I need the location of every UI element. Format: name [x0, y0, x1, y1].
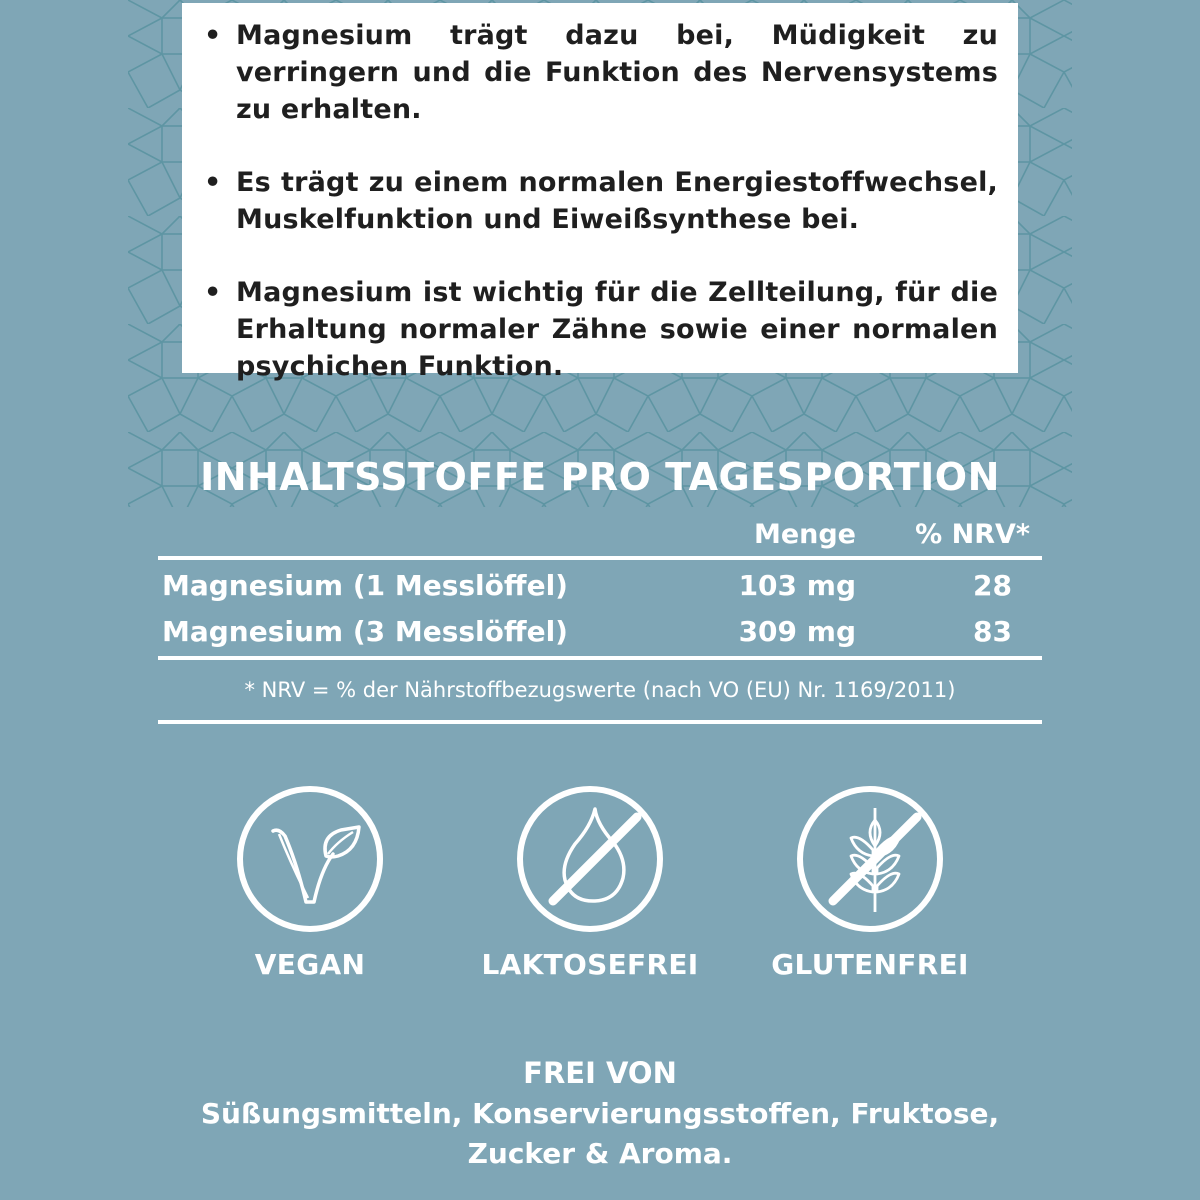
- nrv-footnote: * NRV = % der Nährstoffbezugswerte (nach VO (EU) Nr. 1169/2011): [244, 678, 956, 702]
- benefits-box: [182, 3, 1018, 382]
- ingredients-title: INHALTSSTOFFE PRO TAGESPORTION: [200, 455, 1000, 499]
- benefit-item: [202, 164, 998, 238]
- benefit-item: [202, 274, 998, 385]
- badge-label: LAKTOSEFREI: [481, 948, 699, 981]
- badge-label: GLUTENFREI: [771, 948, 969, 981]
- badge-vegan: [180, 784, 440, 981]
- free-from-list-line-1: Süßungsmitteln, Konservierungsstoffen, Fruktose,: [200, 1097, 1000, 1130]
- free-from-section: [0, 1052, 1200, 1174]
- bullet-icon: •: [204, 20, 222, 51]
- free-from-title: FREI VON: [523, 1056, 677, 1090]
- bullet-icon: •: [204, 277, 222, 308]
- ingredient-amount: 103 mg: [738, 568, 856, 602]
- column-header-amount: Menge: [753, 518, 856, 550]
- ingredients-table: [158, 512, 1042, 724]
- table-header: [158, 512, 1042, 556]
- gluten-free-wheat-icon: [795, 784, 945, 934]
- free-from-list-line-2: Zucker & Aroma.: [467, 1137, 733, 1170]
- badge-gluten-free: [740, 784, 1000, 981]
- benefit-text: Magnesium trägt dazu bei, Müdigkeit zu verringern und die Funktion des Nervensystems zu erhalten.: [236, 20, 998, 125]
- vegan-leaf-icon: [235, 784, 385, 934]
- table-row: [158, 562, 1042, 608]
- ingredient-name: Magnesium (1 Messlöffel): [162, 568, 568, 602]
- diet-badges: [0, 784, 1200, 1004]
- benefit-item: [202, 17, 998, 128]
- ingredient-name: Magnesium (3 Messlöffel): [162, 614, 568, 648]
- table-divider: [158, 720, 1042, 724]
- benefit-text: Magnesium ist wichtig für die Zellteilung, für die Erhaltung normaler Zähne sowie einer normalen psychichen Funktion.: [236, 277, 998, 382]
- ingredient-amount: 309 mg: [738, 614, 856, 648]
- lactose-free-drop-icon: [515, 784, 665, 934]
- column-header-nrv: % NRV*: [915, 518, 1030, 550]
- table-row: [158, 608, 1042, 654]
- table-body: [158, 560, 1042, 656]
- badge-lactose-free: [460, 784, 720, 981]
- bullet-icon: •: [204, 167, 222, 198]
- ingredient-nrv: 83: [973, 614, 1012, 648]
- benefit-text: Es trägt zu einem normalen Energiestoffwechsel, Muskelfunktion und Eiweißsynthese bei.: [236, 167, 998, 235]
- badge-label: VEGAN: [254, 948, 366, 981]
- ingredient-nrv: 28: [973, 568, 1012, 602]
